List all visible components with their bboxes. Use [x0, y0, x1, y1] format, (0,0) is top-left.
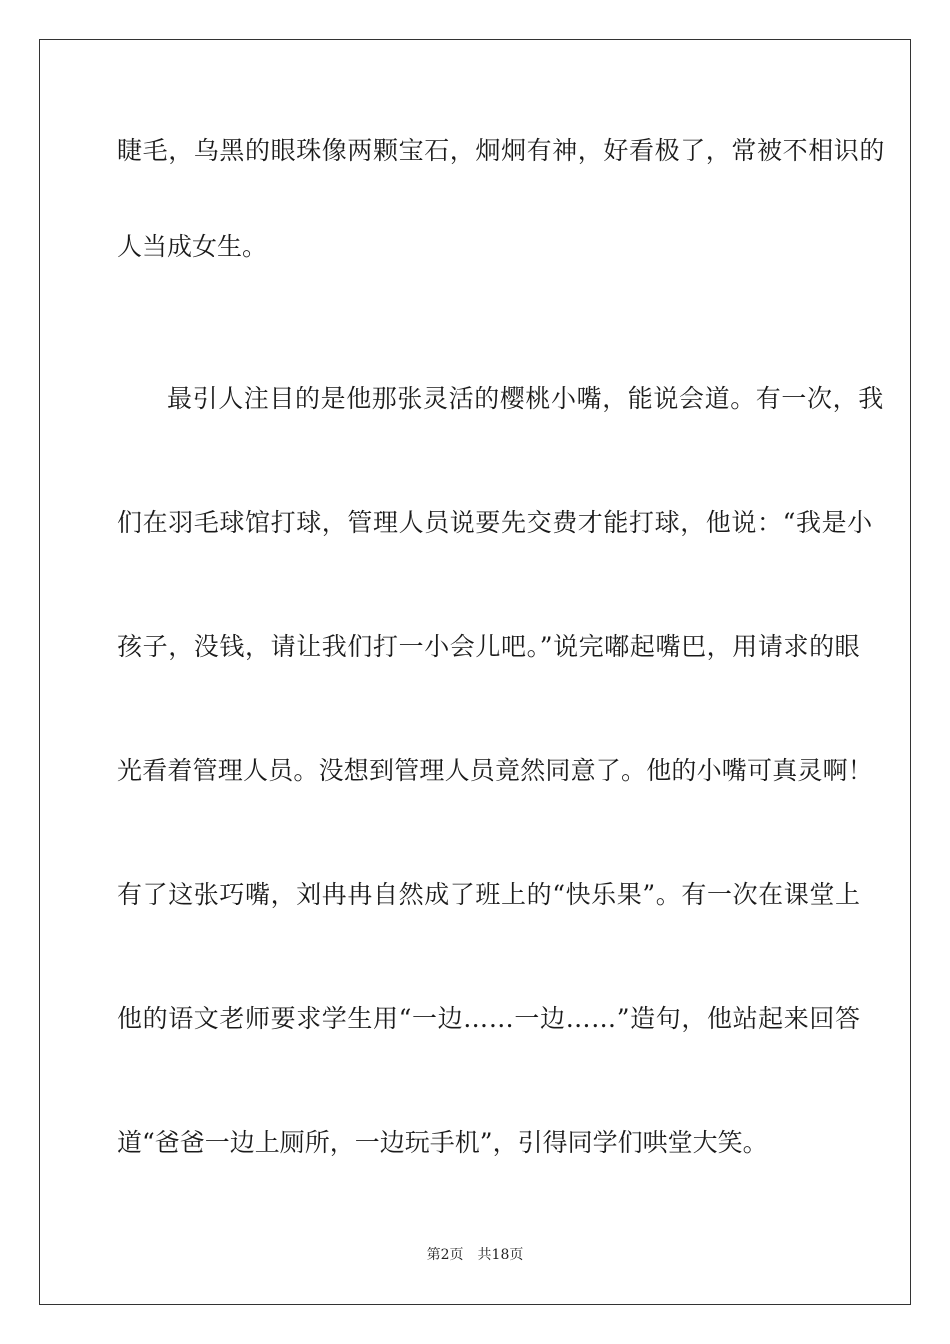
text-line-2: 人当成女生。	[117, 232, 268, 261]
total-pages: 共18页	[477, 1247, 524, 1263]
text-line-4: 们在羽毛球馆打球，管理人员说要先交费才能打球，他说：“我是小	[117, 508, 873, 537]
page-number: 第2页	[426, 1247, 464, 1263]
text-line-3: 最引人注目的是他那张灵活的樱桃小嘴，能说会道。有一次，我	[167, 384, 884, 413]
text-line-7: 有了这张巧嘴，刘冉冉自然成了班上的“快乐果”。有一次在课堂上	[117, 880, 861, 909]
text-line-1: 睫毛，乌黑的眼珠像两颗宝石，炯炯有神，好看极了，常被不相识的	[117, 136, 886, 165]
text-line-9: 道“爸爸一边上厕所，一边玩手机”，引得同学们哄堂大笑。	[117, 1128, 768, 1157]
page-frame	[39, 39, 911, 1305]
text-line-6: 光看着管理人员。没想到管理人员竟然同意了。他的小嘴可真灵啊！	[117, 756, 874, 785]
text-line-8: 他的语文老师要求学生用“一边……一边……”造句，他站起来回答	[117, 1004, 861, 1033]
paragraph-start-line	[117, 384, 884, 414]
text-line-5: 孩子，没钱，请让我们打一小会儿吧。”说完嘟起嘴巴，用请求的眼	[117, 632, 861, 661]
page-footer	[0, 1246, 950, 1264]
